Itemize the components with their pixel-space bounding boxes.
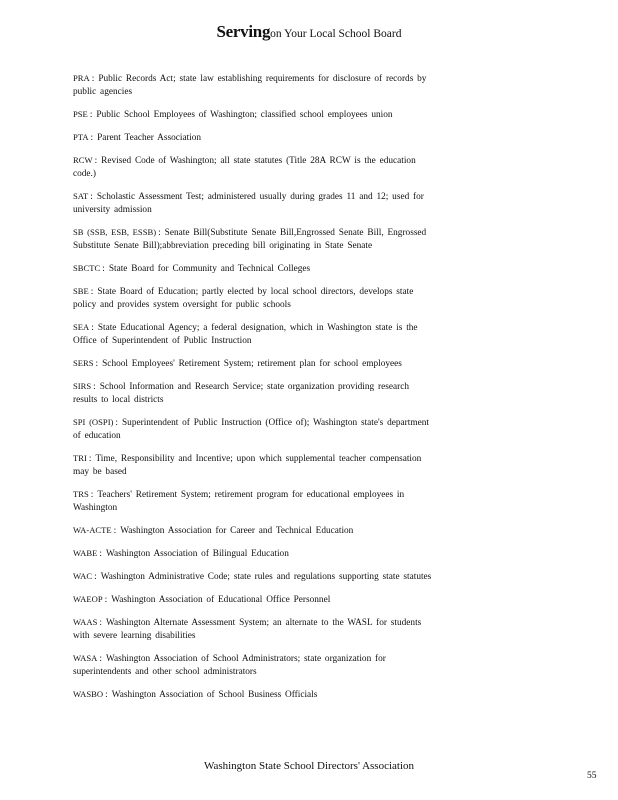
glossary-entry: SEA : State Educational Agency; a federal designation, which in Washington state is the Office of Superintendent of Public Instruction (73, 322, 418, 346)
entry-abbreviation: PRA (73, 73, 90, 83)
glossary-entry: WAAS : Washington Alternate Assessment System; an alternate to the WASL for students with severe learning disabilities (73, 617, 422, 641)
glossary-entry: TRI : Time, Responsibility and Incentive; upon which supplemental teacher compensation may be based (73, 453, 422, 477)
entry-abbreviation: RCW (73, 155, 93, 165)
entry-abbreviation: TRI (73, 453, 87, 463)
entry-abbreviation: WAEOP (73, 594, 103, 604)
page-number: 55 (587, 771, 597, 781)
entry-abbreviation: TRS (73, 489, 89, 499)
entry-abbreviation: SAT (73, 191, 89, 201)
entry-definition: Time, Responsibility and Incentive; upon which supplemental teacher compensation may be based (73, 454, 422, 477)
entry-abbreviation: SBCTC (73, 263, 101, 273)
entry-definition: State Board of Education; partly elected by local school directors, develops state policy and provides system oversight for public schools (73, 287, 414, 310)
page-footer: Washington State School Directors' Association (203, 760, 415, 772)
entry-definition: Public School Employees of Washington; classified school employees union (96, 110, 393, 120)
glossary-entry: WABE : Washington Association of Bilingual Education (73, 548, 289, 559)
entry-definition: Washington Association of Bilingual Education (105, 549, 289, 559)
glossary-entry: WA-ACTE : Washington Association for Career and Technical Education (73, 525, 354, 536)
glossary-entry: SPI (OSPI) : Superintendent of Public Instruction (Office of); Washington state's department of education (73, 417, 429, 441)
glossary-entry: WAC : Washington Administrative Code; state rules and regulations supporting state statutes (73, 571, 432, 582)
entry-abbreviation: SERS (73, 358, 94, 368)
glossary-entry: SB (SSB, ESB, ESSB) : Senate Bill(Substitute Senate Bill,Engrossed Senate Bill, Engrossed Substitute Senate Bill);abbreviation preceding bill originating in State Senate (73, 227, 427, 251)
entry-abbreviation: WABE (73, 548, 98, 558)
entry-definition: School Information and Research Service; state organization providing research results to local districts (73, 382, 409, 405)
glossary-entry: SAT : Scholastic Assessment Test; administered usually during grades 11 and 12; used for university admission (73, 191, 424, 215)
glossary-entry: SERS : School Employees' Retirement System; retirement plan for school employees (73, 358, 402, 369)
entry-definition: State Educational Agency; a federal designation, which in Washington state is the Office of Superintendent of Public Instruction (73, 323, 418, 346)
glossary-entry: SIRS : School Information and Research Service; state organization providing research results to local districts (73, 381, 409, 405)
entry-abbreviation: PSE (73, 109, 88, 119)
header-title-rest: on Your Local School Board (270, 28, 402, 40)
entry-definition: Washington Administrative Code; state rules and regulations supporting state statutes (100, 572, 432, 582)
entry-definition: Washington Association for Career and Technical Education (120, 526, 354, 536)
glossary-list (73, 72, 435, 711)
entry-abbreviation: WAC (73, 571, 93, 581)
entry-abbreviation: SEA (73, 322, 90, 332)
glossary-entry: SBCTC : State Board for Community and Technical Colleges (73, 263, 311, 274)
entry-definition: School Employees' Retirement System; retirement plan for school employees (102, 359, 402, 369)
glossary-entry: PSE : Public School Employees of Washington; classified school employees union (73, 109, 393, 120)
glossary-entry: WAEOP : Washington Association of Educational Office Personnel (73, 594, 331, 605)
entry-definition: Parent Teacher Association (97, 133, 202, 143)
entry-abbreviation: WAAS (73, 617, 98, 627)
entry-abbreviation: WASBO (73, 689, 104, 699)
entry-abbreviation: WA-ACTE (73, 525, 112, 535)
glossary-entry: TRS : Teachers' Retirement System; retirement program for educational employees in Washington (73, 489, 405, 513)
glossary-entry: WASA : Washington Association of School Administrators; state organization for superintendents and other school administrators (73, 653, 386, 677)
glossary-entry: PTA : Parent Teacher Association (73, 132, 202, 143)
glossary-entry: PRA : Public Records Act; state law establishing requirements for disclosure of records by public agencies (73, 73, 427, 97)
entry-abbreviation: PTA (73, 132, 89, 142)
entry-definition: Teachers' Retirement System; retirement program for educational employees in Washington (73, 490, 405, 513)
entry-definition: Washington Association of School Business Officials (111, 690, 318, 700)
glossary-entry: SBE : State Board of Education; partly elected by local school directors, develops state policy and provides system oversight for public schools (73, 286, 414, 310)
entry-abbreviation: SIRS (73, 381, 92, 391)
header-serving: Serving (216, 22, 271, 41)
entry-abbreviation: SB (SSB, ESB, ESSB) (73, 227, 157, 237)
entry-definition: Washington Alternate Assessment System; an alternate to the WASL for students with severe learning disabilities (73, 618, 422, 641)
entry-definition: Washington Association of School Administrators; state organization for superintendents and other school administrators (73, 654, 386, 677)
entry-definition: Revised Code of Washington; all state statutes (Title 28A RCW is the education code.) (73, 156, 416, 179)
glossary-entry: WASBO : Washington Association of School Business Officials (73, 689, 318, 700)
entry-definition: Scholastic Assessment Test; administered usually during grades 11 and 12; used for university admission (73, 192, 424, 215)
page-header (0, 22, 618, 42)
entry-definition: State Board for Community and Technical Colleges (108, 264, 311, 274)
entry-definition: Public Records Act; state law establishing requirements for disclosure of records by public agencies (73, 74, 427, 97)
entry-definition: Washington Association of Educational Office Personnel (111, 595, 331, 605)
entry-abbreviation: SPI (OSPI) (73, 417, 114, 427)
entry-abbreviation: SBE (73, 286, 89, 296)
entry-definition: Senate Bill(Substitute Senate Bill,Engrossed Senate Bill, Engrossed Substitute Senate Bill);abbreviation preceding bill originating in State Senate (73, 228, 427, 251)
entry-abbreviation: WASA (73, 653, 98, 663)
entry-definition: Superintendent of Public Instruction (Office of); Washington state's department of education (73, 418, 429, 441)
glossary-entry: RCW : Revised Code of Washington; all state statutes (Title 28A RCW is the education code.) (73, 155, 416, 179)
